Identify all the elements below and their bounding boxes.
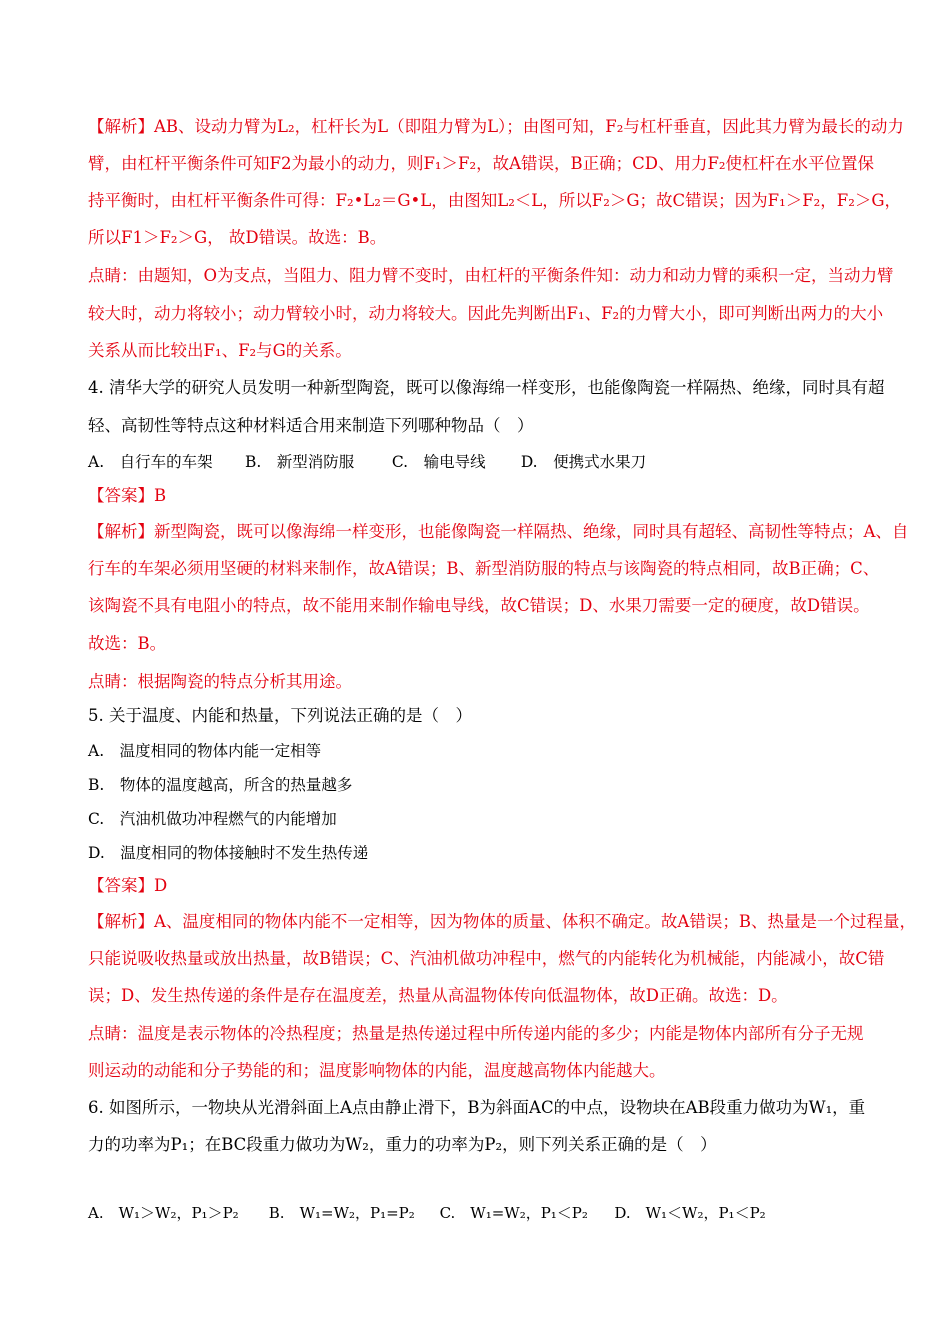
q5-comment-line-1: 点睛：温度是表示物体的冷热程度；热量是热传递过程中所传递内能的多少；内能是物体内部所有分子无规 xyxy=(88,1024,864,1043)
q6-option-d: D. W₁＜W₂，P₁＜P₂ xyxy=(614,1204,766,1222)
q3-analysis-line-3: 持平衡时，由杠杆平衡条件可得：F₂•L₂＝G•L，由图知L₂＜L，所以F₂＞G；故C错误；因为F₁＞F₂，F₂＞G， xyxy=(88,191,902,210)
q4-stem-line-2: 轻、高韧性等特点这种材料适合用来制造下列哪种物品（ ） xyxy=(88,416,534,435)
q5-option-a: A. 温度相同的物体内能一定相等 xyxy=(88,742,322,760)
q3-analysis-line-2: 臂，由杠杆平衡条件可知F2为最小的动力，则F₁＞F₂，故A错误，B正确；CD、用力F₂使杠杆在水平位置保 xyxy=(88,154,875,173)
q4-options xyxy=(88,451,646,473)
q5-option-d: D. 温度相同的物体接触时不发生热传递 xyxy=(88,844,369,862)
q4-stem-line-1: 4. 清华大学的研究人员发明一种新型陶瓷，既可以像海绵一样变形，也能像陶瓷一样隔热、绝缘，同时具有超 xyxy=(88,378,885,397)
q5-stem: 5. 关于温度、内能和热量，下列说法正确的是（ ） xyxy=(88,706,472,725)
q4-analysis-line-4: 故选：B。 xyxy=(88,634,167,653)
q4-comment: 点睛：根据陶瓷的特点分析其用途。 xyxy=(88,672,352,691)
q6-option-b: B. W₁=W₂，P₁=P₂ xyxy=(268,1204,415,1222)
q6-option-c: C. W₁=W₂，P₁＜P₂ xyxy=(439,1204,588,1222)
q3-comment-line-2: 较大时，动力将较小；动力臂较小时，动力将较大。因此先判断出F₁、F₂的力臂大小，即可判断出两力的大小 xyxy=(88,304,884,323)
q5-answer: 【答案】D xyxy=(88,876,168,895)
q5-option-c: C. 汽油机做功冲程燃气的内能增加 xyxy=(88,810,337,828)
q4-option-c: C. 输电导线 xyxy=(391,453,486,471)
q5-analysis-line-1: 【解析】A、温度相同的物体内能不一定相等，因为物体的质量、体积不确定。故A错误；B、热量是一个过程量， xyxy=(88,912,916,931)
q3-analysis-line-4: 所以F1＞F₂＞G， 故D错误。故选：B。 xyxy=(88,228,387,247)
q4-analysis-line-1: 【解析】新型陶瓷，既可以像海绵一样变形，也能像陶瓷一样隔热、绝缘，同时具有超轻、高韧性等特点；A、自 xyxy=(88,522,909,541)
q4-option-b: B. 新型消防服 xyxy=(244,453,355,471)
q6-stem-line-1: 6. 如图所示，一物块从光滑斜面上A点由静止滑下，B为斜面AC的中点，设物块在AB段重力做功为W₁，重 xyxy=(88,1098,866,1117)
q5-comment-line-2: 则运动的动能和分子势能的和；温度影响物体的内能，温度越高物体内能越大。 xyxy=(88,1061,666,1080)
q5-analysis-line-3: 误；D、发生热传递的条件是存在温度差，热量从高温物体传向低温物体，故D正确。故选：D。 xyxy=(88,986,788,1005)
q4-analysis-line-2: 行车的车架必须用坚硬的材料来制作，故A错误；B、新型消防服的特点与该陶瓷的特点相同，故B正确；C、 xyxy=(88,559,880,578)
q4-option-a: A. 自行车的车架 xyxy=(88,453,213,471)
q3-analysis-line-1: 【解析】AB、设动力臂为L₂，杠杆长为L（即阻力臂为L）；由图可知，F₂与杠杆垂直，因此其力臂为最长的动力 xyxy=(88,117,904,136)
q4-answer: 【答案】B xyxy=(88,486,167,505)
q5-analysis-line-2: 只能说吸收热量或放出热量，故B错误；C、汽油机做功冲程中，燃气的内能转化为机械能，内能减小，故C错 xyxy=(88,949,885,968)
q6-stem-line-2: 力的功率为P₁；在BC段重力做功为W₂，重力的功率为P₂，则下列关系正确的是（ ） xyxy=(88,1135,717,1154)
q6-option-a: A. W₁＞W₂，P₁＞P₂ xyxy=(88,1204,239,1222)
q5-option-b: B. 物体的温度越高，所含的热量越多 xyxy=(88,776,353,794)
q3-comment-line-1: 点睛：由题知，O为支点，当阻力、阻力臂不变时，由杠杆的平衡条件知：动力和动力臂的乘积一定，当动力臂 xyxy=(88,266,894,285)
q4-option-d: D. 便携式水果刀 xyxy=(520,453,647,471)
q4-analysis-line-3: 该陶瓷不具有电阻小的特点，故不能用来制作输电导线，故C错误；D、水果刀需要一定的硬度，故D错误。 xyxy=(88,596,870,615)
q6-options xyxy=(88,1202,766,1224)
q3-comment-line-3: 关系从而比较出F₁、F₂与G的关系。 xyxy=(88,341,352,360)
